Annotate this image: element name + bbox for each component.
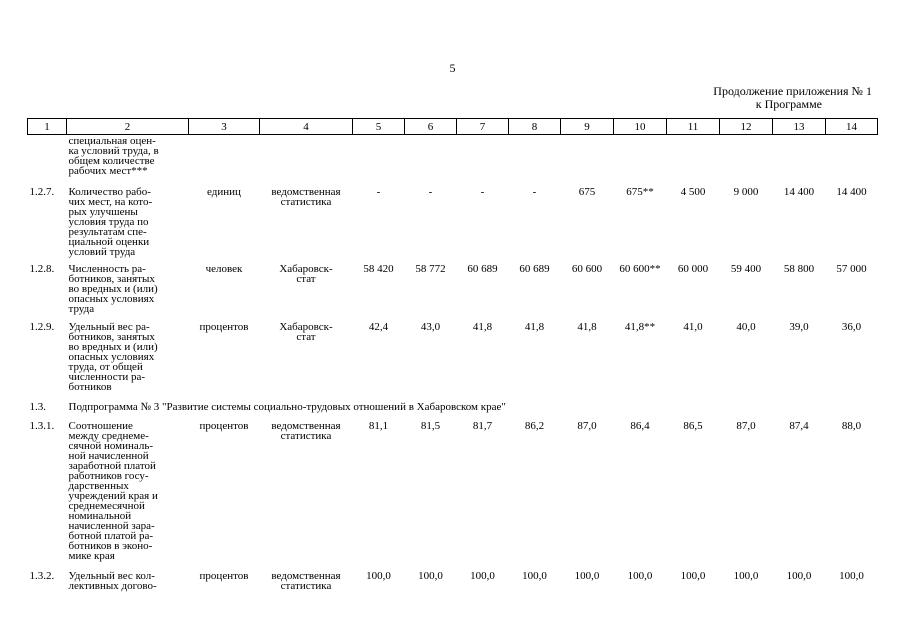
header-cell: 7 [457, 119, 509, 135]
value-cell: 58 800 [783, 263, 815, 275]
value-cell: - [376, 186, 381, 198]
indicator-name: Соотношение между среднеме- сячной номиналь- ной начисленной заработной платой работников госу- дарственных учреждений края и среднемесячной номинальной начисленной зара- ботной платой ра- ботников в эконо- мике края [68, 420, 158, 562]
continuation-line-2: к Программе [755, 97, 822, 111]
indicator-name: Удельный вес ра- ботников, занятых во вредных и (или) опасных условиях труда, от общей численности ра- ботников [68, 321, 158, 393]
value-cell: 39,0 [789, 321, 809, 333]
value-cell: 58 420 [363, 263, 394, 275]
value-cell: 60 689 [467, 263, 498, 275]
column-number-header [28, 119, 878, 135]
value-cell: 100,0 [366, 570, 391, 582]
value-cell: 41,8 [524, 321, 545, 333]
row-code: 1.3. [29, 401, 46, 413]
value-cell: 87,4 [789, 420, 809, 432]
value-cell: 81,5 [420, 420, 441, 432]
value-cell: 60 000 [677, 263, 709, 275]
indicator-name: специальная оцен- ка условий труда, в общем количестве рабочих мест*** [68, 135, 159, 177]
value-cell: 4 500 [680, 186, 706, 198]
table-row [28, 176, 878, 257]
row-code-cell [28, 135, 67, 177]
value-cell: 58 772 [415, 263, 446, 275]
data-source: ведомственная статистика [271, 420, 341, 442]
subprogram-row [28, 392, 878, 412]
indicators-table [27, 118, 878, 591]
header-cell: 8 [509, 119, 561, 135]
indicator-name: Численность ра- ботников, занятых во вредных и (или) опасных условиях труда [68, 263, 158, 315]
unit-of-measure: человек [205, 263, 243, 275]
header-cell: 12 [720, 119, 773, 135]
row-code: 1.3.2. [29, 570, 55, 582]
value-cell: 41,8 [472, 321, 493, 333]
row-code: 1.2.9. [29, 321, 55, 333]
value-cell: - [428, 186, 433, 198]
page-number: 5 [449, 61, 456, 75]
value-cell: 100,0 [470, 570, 495, 582]
value-cell: - [480, 186, 485, 198]
indicator-name: Количество рабо- чих мест, на кото- рых улучшены условия труда по результатам спе- циальной оценки условий труда [68, 186, 153, 258]
table-row [28, 135, 878, 177]
value-cell: 86,2 [524, 420, 545, 432]
value-cell: 41,8** [624, 321, 656, 333]
table-row [28, 561, 878, 591]
header-cell: 11 [667, 119, 720, 135]
value-cell: 60 600 [571, 263, 603, 275]
value-cell: 100,0 [522, 570, 547, 582]
header-cell: 9 [561, 119, 614, 135]
value-cell: 60 689 [519, 263, 550, 275]
value-cell: 100,0 [627, 570, 653, 582]
header-cell: 6 [405, 119, 457, 135]
row-code: 1.2.7. [29, 186, 55, 198]
header-cell: 1 [28, 119, 67, 135]
row-code: 1.2.8. [29, 263, 55, 275]
value-cell: 41,8 [577, 321, 597, 333]
value-cell: 675** [626, 186, 654, 198]
subprogram-title: Подпрограмма № 3 "Развитие системы социально-трудовых отношений в Хабаровском крае" [68, 401, 506, 413]
value-cell: 40,0 [736, 321, 756, 333]
header-cell: 4 [260, 119, 353, 135]
value-cell: 9 000 [733, 186, 759, 198]
value-cell: 59 400 [730, 263, 762, 275]
value-cell: 60 600** [619, 263, 661, 275]
data-source: ведомственная статистика [271, 186, 341, 208]
value-cell: 88,0 [841, 420, 862, 432]
value-cell: 100,0 [574, 570, 600, 582]
table-row [28, 412, 878, 561]
value-cell: 43,0 [420, 321, 441, 333]
value-cell: 87,0 [736, 420, 756, 432]
appendix-continuation-note [600, 85, 872, 111]
empty-cell [189, 135, 878, 177]
value-cell: 81,1 [368, 420, 389, 432]
value-cell: 81,7 [472, 420, 493, 432]
header-cell: 14 [826, 119, 878, 135]
value-cell: 675 [578, 186, 596, 198]
header-cell: 13 [773, 119, 826, 135]
header-cell: 5 [353, 119, 405, 135]
unit-of-measure: процентов [199, 321, 249, 333]
header-cell: 3 [189, 119, 260, 135]
value-cell: 86,4 [630, 420, 650, 432]
value-cell: 100,0 [733, 570, 759, 582]
unit-of-measure: единиц [207, 186, 241, 198]
row-code: 1.3.1. [29, 420, 55, 432]
value-cell: - [532, 186, 537, 198]
value-cell: 14 400 [783, 186, 815, 198]
unit-of-measure: процентов [199, 570, 249, 582]
data-source: Хабаровск- стат [279, 321, 333, 343]
value-cell: 36,0 [841, 321, 862, 333]
table-row [28, 257, 878, 314]
value-cell: 100,0 [786, 570, 812, 582]
value-cell: 14 400 [836, 186, 867, 198]
data-source: ведомственная статистика [271, 570, 341, 592]
value-cell: 87,0 [577, 420, 597, 432]
value-cell: 100,0 [839, 570, 864, 582]
value-cell: 86,5 [683, 420, 703, 432]
unit-of-measure: процентов [199, 420, 249, 432]
indicator-name: Удельный вес кол- лективных догово- [68, 570, 157, 592]
header-cell: 10 [614, 119, 667, 135]
header-cell: 2 [67, 119, 189, 135]
table-row [28, 314, 878, 392]
value-cell: 42,4 [368, 321, 389, 333]
continuation-line-1: Продолжение приложения № 1 [713, 84, 872, 98]
value-cell: 100,0 [418, 570, 443, 582]
value-cell: 57 000 [836, 263, 867, 275]
value-cell: 41,0 [683, 321, 703, 333]
data-source: Хабаровск- стат [279, 263, 333, 285]
value-cell: 100,0 [680, 570, 706, 582]
